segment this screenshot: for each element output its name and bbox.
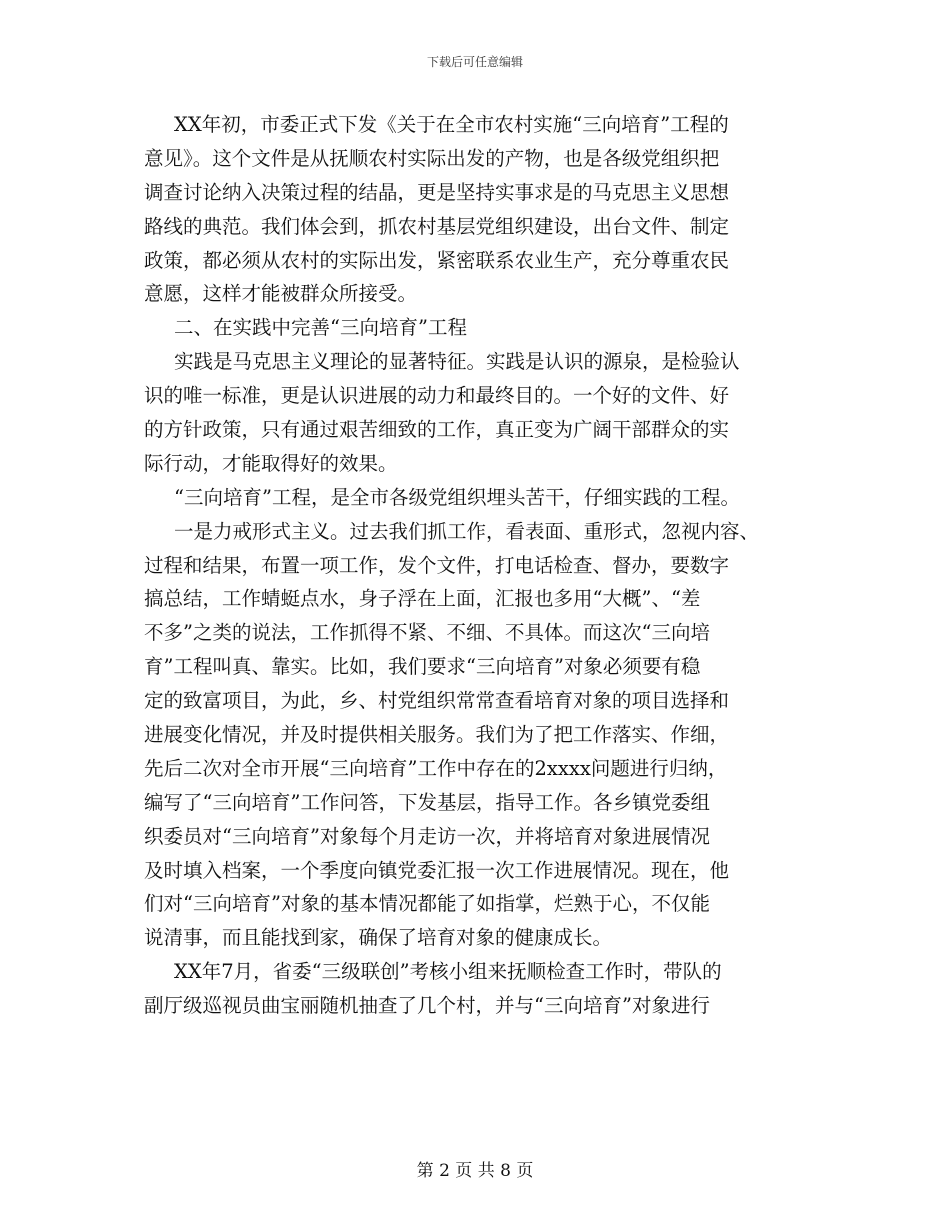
text-line: 说清事，而且能找到家，确保了培育对象的健康成长。 <box>144 926 613 950</box>
text-line: 实践是马克思主义理论的显著特征。实践是认识的源泉，是检验认 <box>174 350 740 374</box>
text-line: 副厅级巡视员曲宝丽随机抽查了几个村，并与“三向培育”对象进行 <box>144 994 710 1018</box>
text-line: “三向培育”工程，是全市各级党组织埋头苦干，仔细实践的工程。 <box>174 485 740 509</box>
text-line: 织委员对“三向培育”对象每个月走访一次，并将培育对象进展情况 <box>144 824 710 848</box>
text-line: 意愿，这样才能被群众所接受。 <box>144 282 418 306</box>
text-line: XX年7月，省委“三级联创”考核小组来抚顺检查工作时，带队的 <box>174 960 722 984</box>
text-line: XX年初，市委正式下发《关于在全市农村实施“三向培育”工程的 <box>174 113 729 136</box>
text-line: 育”工程叫真、靠实。比如，我们要求“三向培育”对象必须要有稳 <box>144 655 701 679</box>
text-line: 不多”之类的说法，工作抓得不紧、不细、不具体。而这次“三向培 <box>144 621 710 645</box>
text-line: 编写了“三向培育”工作问答，下发基层，指导工作。各乡镇党委组 <box>144 790 710 814</box>
text-line: 的方针政策，只有通过艰苦细致的工作，真正变为广阔干部群众的实 <box>144 418 730 442</box>
text-line: 及时填入档案，一个季度向镇党委汇报一次工作进展情况。现在，他 <box>144 858 730 882</box>
text-line: 搞总结，工作蜻蜓点水，身子浮在上面，汇报也多用“大概”、“差 <box>144 587 701 611</box>
text-line: 路线的典范。我们体会到，抓农村基层党组织建设，出台文件、制定 <box>144 214 730 238</box>
document-body <box>144 108 824 1023</box>
page-header: 下载后可任意编辑 <box>426 55 523 69</box>
text-line: 际行动，才能取得好的效果。 <box>144 451 398 475</box>
text-line: 调查讨论纳入决策过程的结晶，更是坚持实事求是的马克思主义思想 <box>144 180 730 204</box>
text-line: 先后二次对全市开展“三向培育”工作中存在的2xxxx问题进行归纳， <box>144 756 728 780</box>
text-line: 识的唯一标准，更是认识进展的动力和最终目的。一个好的文件、好 <box>144 384 730 408</box>
text-line: 一是力戒形式主义。过去我们抓工作，看表面、重形式，忽视内容、 <box>174 519 760 543</box>
text-line: 意见》。这个文件是从抚顺农村实际出发的产物，也是各级党组织把 <box>144 146 720 170</box>
page-number: 第 2 页 共 8 页 <box>416 1161 534 1181</box>
text-line: 进展变化情况，并及时提供相关服务。我们为了把工作落实、作细， <box>144 723 730 747</box>
text-line: 过程和结果，布置一项工作，发个文件，打电话检查、督办，要数字 <box>144 553 730 577</box>
text-line: 政策，都必须从农村的实际出发，紧密联系农业生产，充分尊重农民 <box>144 248 730 272</box>
text-line: 们对“三向培育”对象的基本情况都能了如指掌，烂熟于心，不仅能 <box>144 892 710 916</box>
text-line: 定的致富项目，为此，乡、村党组织常常查看培育对象的项目选择和 <box>144 689 730 713</box>
text-line: 二、在实践中完善“三向培育”工程 <box>174 316 467 340</box>
